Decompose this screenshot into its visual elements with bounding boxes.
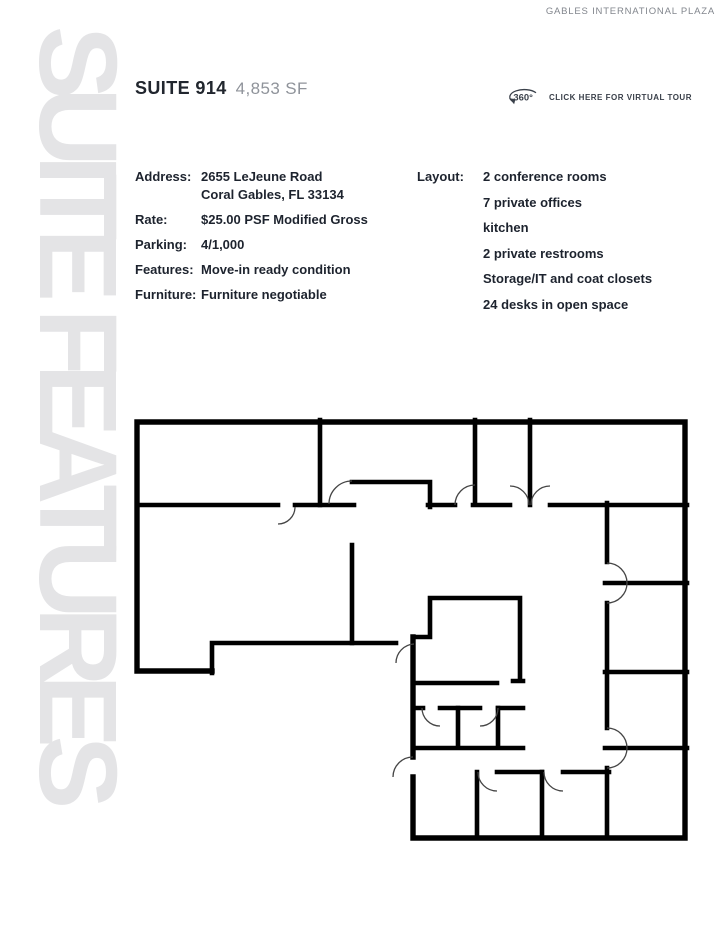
info-label: Address: — [135, 169, 192, 184]
floor-plan-outer-walls — [137, 422, 685, 838]
layout-item: 2 conference rooms — [483, 169, 607, 184]
info-value: $25.00 PSF Modified Gross — [201, 211, 368, 227]
info-label: Rate: — [135, 211, 168, 227]
layout-item: 7 private offices — [483, 194, 582, 210]
info-label: Features: — [135, 261, 194, 277]
info-label: Furniture: — [135, 286, 197, 302]
info-value: 4/1,000 — [201, 236, 245, 252]
layout-item: Storage/IT and coat closets — [483, 271, 653, 286]
layout-label: Layout: — [417, 169, 464, 184]
info-value: Furniture negotiable — [201, 286, 327, 302]
floor-plan-door-arcs — [278, 481, 627, 791]
layout-item: 24 desks in open space — [483, 296, 629, 312]
address-line-1: 2655 LeJeune Road — [201, 169, 323, 184]
suite-size: 4,853 SF — [235, 79, 308, 98]
info-label: Parking: — [135, 236, 188, 252]
layout-item: kitchen — [483, 220, 529, 235]
suite-number: SUITE 914 — [135, 78, 227, 98]
building-name: GABLES INTERNATIONAL PLAZA — [545, 6, 715, 17]
address-line-2: Coral Gables, FL 33134 — [201, 186, 344, 202]
virtual-tour-label: CLICK HERE FOR VIRTUAL TOUR — [549, 92, 692, 102]
suite-features-watermark: SUITE FEATURES — [16, 26, 139, 798]
info-value: Move-in ready condition — [201, 261, 351, 277]
360-icon-text: 360° — [513, 91, 533, 103]
layout-item: 2 private restrooms — [483, 245, 604, 261]
